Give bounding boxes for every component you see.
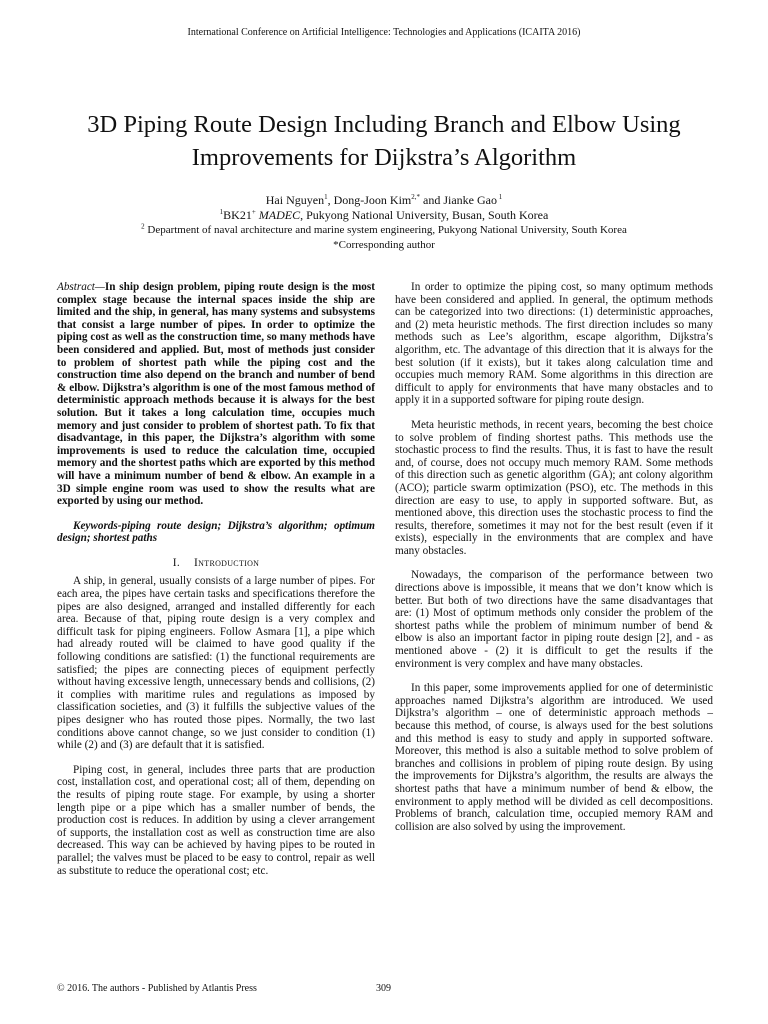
left-column [57,281,375,889]
author-name: Dong-Joon Kim [333,193,412,207]
affiliation-1 [0,208,768,223]
author-affiliation-mark: 2,* [411,193,420,201]
author-line [0,193,768,208]
right-column [395,281,713,845]
body-paragraph: In order to optimize the piping cost, so many optimum methods have been considered and applied. In general, the optimum methods can be categorized into two directions: (1) deterministic approaches, and (2) meta heuristic methods. The first direction includes so many methods such as Lee’s algorithm, escape algorithm, Dijkstra’s algorithm, etc. The advantage of this direction that it is always for the best solution (if it exists), but it takes along calculation time and occupies much memory RAM. Some algorithms in this direction are difficult to apply for environments that have many obstacles and to apply it in a supported software for piping route design. [395,281,713,407]
affiliation-lab: MADEC [255,208,301,222]
author-separator: and [420,193,444,207]
affiliation-mark: 1 [219,208,224,216]
copyright-footer: © 2016. The authors - Published by Atlantis Press [57,983,257,994]
author-affiliation-mark: 1 [324,193,328,201]
affiliation-prefix: BK21 [223,208,252,222]
body-paragraph: Piping cost, in general, includes three parts that are production cost, installation cost, and operational cost; all of them, depending on the results of piping route stage. For example, by using a shorter length pipe or a pipe which has a smaller number of bends, the production cost is reduces. In addition by using a clever arrangement of supports, the installation cost as well as construction time are also decreased. This way can be achieved by having pipes to be routed in parallel; the valves must be placed to be easy to control, repair as well as substitute to reduce the operational cost; etc. [57,763,375,877]
paper-title: 3D Piping Route Design Including Branch and Elbow Using Improvements for Dijkstra’s Algorithm [87,111,681,171]
abstract-body: In ship design problem, piping route design is the most complex stage because the internal spaces inside the ship are limited and the ship, in general, has many systems and subsystems that consist a large number of pipes. In order to optimize the piping cost as well as the construction time, so many methods have been considered and applied. But, most of methods just consider to problem of shortest path while the piping cost and the construction time also depend on the branch and number of bend & elbow. Dijkstra’s algorithm is one of the most famous method of deterministic approach methods because it is always for the best solution. But it takes a long calculation time, occupies much memory and just consider to problem of shortest path. To fix that disadvantage, in this paper, the Dijkstra’s algorithm with some improvements is used to reduce the calculation time, occupied memory and the shortest paths which are exported by this method will have a minimum number of bend & elbow. An example in a 3D simple engine room was used to show the results what are exported by using our method. [57,281,375,508]
author-separator: , [327,193,334,207]
body-paragraph: A ship, in general, usually consists of a large number of pipes. For each area, the pipes have certain tasks and specifications therefore the pipes are also designed, arranged and installed differently for each area. Because of that, piping route design is a very complex and difficult task for piping engineers. Follow Asmara [1], a pipe which had already routed will be claimed to have good quality if the following conditions are satisfied: (1) the functional requirements are satisfied; the pipes are connecting pieces of equipment perfectly without having excessive length, unnecessary bends and collisions, (2) it complies with maritime rules and regulations as imposed by classification societies, and (3) it fulfills the subjective values of the pipes designer who has routed those pipes. Normally, the two last conditions above cannot change, so we just consider to condition (1) while (2) and (3) are default that it is satisfied. [57,575,375,752]
page-number: 309 [376,983,391,994]
affiliation-plus: + [251,208,256,216]
conference-header: International Conference on Artificial Intelligence: Technologies and Applications (ICAITA 2016) [187,27,581,38]
corresponding-author-note: *Corresponding author [333,239,435,251]
body-paragraph: In this paper, some improvements applied for one of deterministic approaches named Dijkstra’s algorithm are introduced. We used Dijkstra’s algorithm – one of deterministic approach methods – because this method, of course, is always used for the best solutions and this method is easy to study and apply in supported software. Moreover, this method is also a suitable method to solve problem of branches and collisions in problem of piping route design. By using the improvements for Dijkstra’s algorithm, the results are always the shortest paths that have a minimum number of bend & elbow, the environment to apply method will be divided as cell decompositions. Problems of branch, calculation time, occupied memory RAM and collision are also solved by using the improvement. [395,682,713,833]
author-name: Jianke Gao [443,193,497,207]
author-block [0,193,768,253]
abstract [57,281,375,508]
author-name: Hai Nguyen [265,193,325,207]
section-heading [57,557,375,570]
body-paragraph: Nowadays, the comparison of the performance between two directions above is impossible, it means that we don’t know which is better. But both of two directions have the same disadvantages that are: (1) Most of optimum methods only consider the problem of the shortest paths while the problem of minimum number of bend & elbow is also an important factor in piping route design [2], and - as mentioned above - (2) it is difficult to get the results if the environment is very complex and have many obstacles. [395,569,713,670]
abstract-lead: Abstract— [57,281,105,293]
section-number: I. [172,556,181,569]
affiliation-mark: 2 [141,222,145,231]
affiliation-2 [0,223,768,238]
affiliation-text: , Pukyong National University, Busan, South Korea [300,208,549,222]
section-title: Introduction [194,556,260,569]
body-paragraph: Meta heuristic methods, in recent years, becoming the best choice to solve problem of finding shortest paths. This methods use the stochastic process to find the results. Thus, it is fast to have the result and, of course, does not occupy much memory RAM. Some methods of this direction such as genetic algorithm (GA); ant colony algorithm (ACO); particle swarm optimization (PSO), etc. The methods in this direction are easy to use, to apply in supported software. But, as mentioned above, this direction uses the stochastic process to find the results, therefore, sometimes it may not for the best result (even if it exists), especially in the environments that are complex and have many obstacles. [395,418,713,557]
author-affiliation-mark: 1 [496,193,503,201]
affiliation-text: Department of naval architecture and marine system engineering, Pukyong National University, South Korea [144,224,627,236]
keywords: Keywords-piping route design; Dijkstra’s algorithm; optimum design; shortest paths [57,519,375,545]
